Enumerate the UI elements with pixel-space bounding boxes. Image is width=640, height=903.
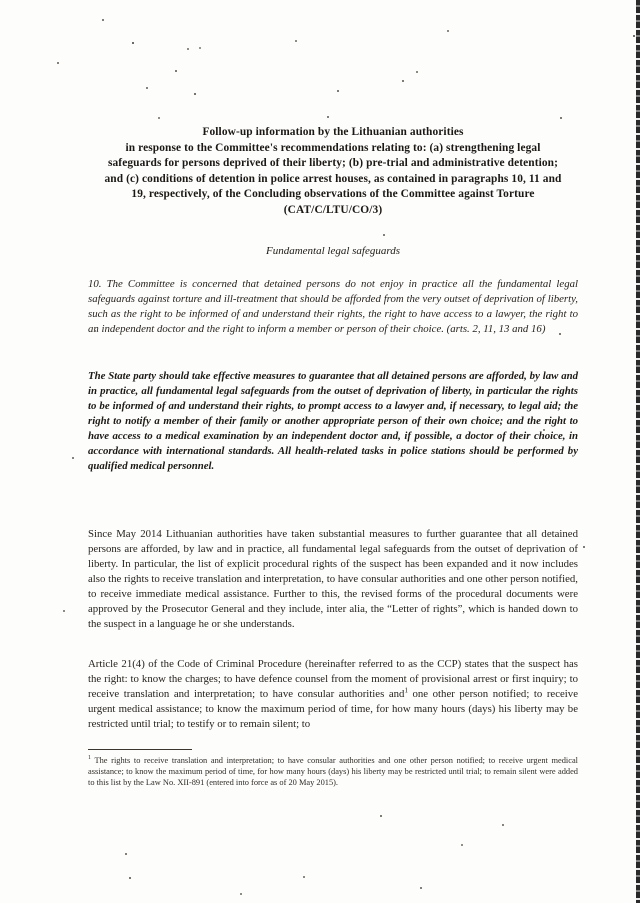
section-title: Fundamental legal safeguards xyxy=(265,245,401,257)
title-line-1: Follow-up information by the Lithuanian authorities xyxy=(202,126,464,138)
footnote xyxy=(88,755,578,789)
footnote-reference-marker: 1 xyxy=(404,686,408,695)
paragraph-recommendation: The State party should take effective measures to guarantee that all detained persons are afforded, by law and in practice, all fundamental legal safeguards from the outset of deprivation of liberty, in particular the rights to be informed of and understand their rights, to prompt access to a lawyer and, if necessary, to legal aid; the right to notify a member of their family or another appropriate person of their own choice; and the right to have access to a medical examination by an independent doctor and, if possible, a doctor of their choice, in accordance with international standards. All health-related tasks in police stations should be performed by qualified medical personnel. xyxy=(88,370,578,472)
paragraph-committee-concern: 10. The Committee is concerned that detained persons do not enjoy in practice all the fundamental legal safeguards against torture and ill-treatment that should be afforded from the very outset of deprivation of liberty, such as the right to be informed of and understand their rights, the right to have access to a lawyer, the right to an independent doctor and the right to inform a member or person of their choice. (arts. 2, 11, 13 and 16) xyxy=(88,278,578,335)
paragraph-article-21-4-continued: one other person notified; to receive urgent medical assistance; to know the maximum period of time, for how many hours (days) his liberty may be restricted until trial; to testify or to remain silent; to xyxy=(88,688,578,730)
footnote-separator xyxy=(88,749,192,750)
title-line-3: safeguards for persons deprived of their liberty; (b) pre-trial and administrative detention; xyxy=(107,157,559,170)
title-line-4: and (c) conditions of detention in police arrest houses, as contained in paragraphs 10, 11 and xyxy=(104,172,562,185)
paragraph-response-measures: Since May 2014 Lithuanian authorities have taken substantial measures to further guarantee that all detained persons are afforded, by law and in practice, all fundamental legal safeguards from the outset of deprivation of liberty. In particular, the list of explicit procedural rights of the suspect has been expanded and it now includes also the rights to receive translation and interpretation, to have consular authorities and one other person notified, to receive immediate medical assistance. Further to this, the revised forms of the procedural documents were approved by the Prosecutor General and they include, inter alia, the “Letter of rights”, which is handed down to the suspect in a language he or she understands. xyxy=(88,528,578,630)
title-line-2: in response to the Committee's recommendations relating to: (a) strengthening legal xyxy=(125,141,541,154)
document-title xyxy=(88,125,578,219)
footnote-marker: 1 xyxy=(88,755,91,762)
footnote-text: The rights to receive translation and interpretation; to have consular authorities and one other person notified; to receive urgent medical assistance; to know the maximum period of time, for how many hours (days) his liberty may be restricted until trial; to remain silent were added to this list by the Law No. XII-891 (entered into force as of 20 May 2015). xyxy=(88,756,578,788)
paragraph-article-21-4 xyxy=(88,657,578,732)
scan-noise xyxy=(0,0,2,2)
scan-edge-artifact xyxy=(636,0,640,903)
paragraph-article-21-4-text: Article 21(4) of the Code of Criminal Procedure (hereinafter referred to as the CCP) states that the suspect has the right: to know the charges; to have defence counsel from the moment of provisional arrest or first inquiry; to receive translation and interpretation; to have consular authorities and xyxy=(88,658,578,700)
title-line-6-symbol: (CAT/C/LTU/CO/3) xyxy=(283,203,383,216)
title-line-5: 19, respectively, of the Concluding observations of the Committee against Torture xyxy=(131,188,535,201)
